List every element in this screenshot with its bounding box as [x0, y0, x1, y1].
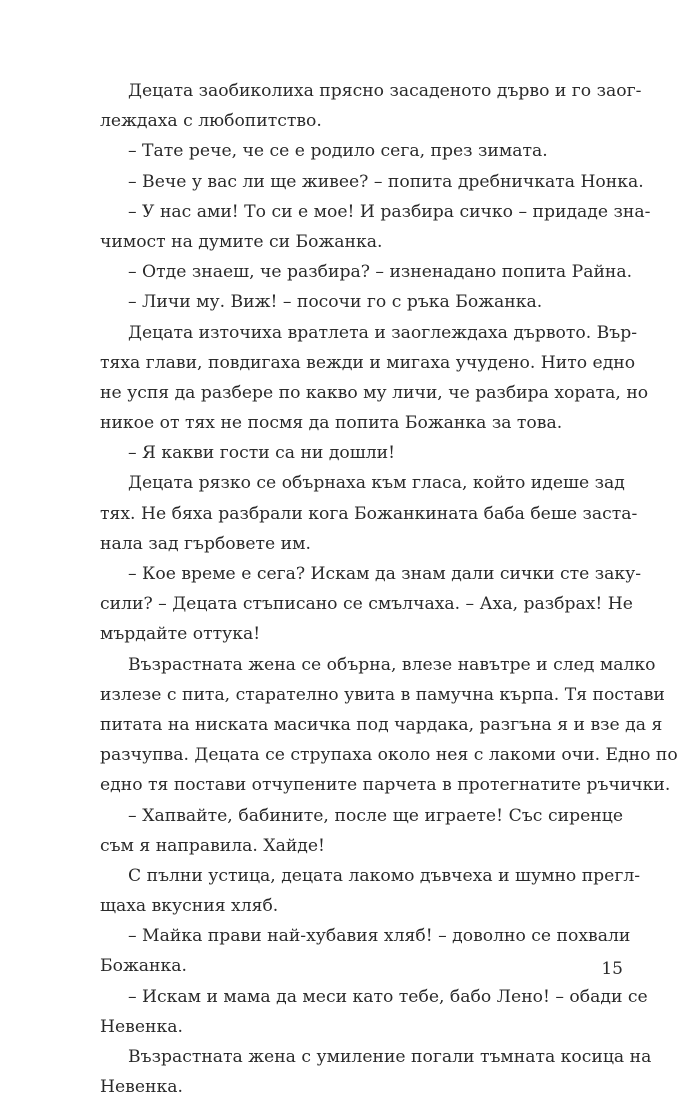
text-line: – Личи му. Виж! – посочи го с ръка Божанка. — [128, 292, 543, 313]
text-line: сили? – Децата стъписано се смълчаха. – Аха, разбрах! Не — [100, 594, 633, 615]
text-line: мърдайте оттука! — [100, 624, 261, 645]
text-line: – Отде знаеш, че разбира? – изненадано попита Райна. — [128, 262, 633, 283]
text-line: Божанка. — [100, 956, 187, 977]
text-line: Възрастната жена се обърна, влезе навътре и след малко — [128, 654, 656, 675]
page-number: 15 — [601, 959, 623, 979]
text-line: – Искам и мама да меси като тебе, бабо Лено! – обади се — [128, 986, 648, 1007]
text-line: щаха вкусния хляб. — [100, 896, 279, 917]
text-line: Децата заобиколиха прясно засаденото дърво и го заог- — [128, 81, 642, 101]
text-line: разчупва. Децата се струпаха около нея с лакоми очи. Едно по — [100, 745, 678, 766]
text-line: чимост на думите си Божанка. — [100, 231, 383, 252]
text-line: питата на ниската масичка под чардака, разгъна я и взе да я — [100, 714, 663, 735]
text-line: – У нас ами! То си е мое! И разбира сичко – придаде зна- — [128, 201, 651, 222]
text-line: не успя да разбере по какво му личи, че разбира хората, но — [100, 382, 649, 403]
text-line: едно тя постави отчупените парчета в протегнатите ръчички. — [100, 775, 671, 796]
text-line: Невенка. — [100, 1016, 183, 1037]
text-line: леждаха с любопитство. — [100, 111, 322, 132]
text-line: – Я какви гости са ни дошли! — [128, 443, 396, 464]
text-line: излезе с пита, старателно увита в памучна кърпа. Тя постави — [100, 684, 665, 705]
text-line: – Вече у вас ли ще живее? – попита дребничката Нонка. — [128, 171, 644, 192]
text-line: – Хапвайте, бабините, после ще играете! Със сиренце — [128, 805, 623, 826]
text-line: – Тате рече, че се е родило сега, през зимата. — [128, 141, 548, 162]
text-line: никое от тях не посмя да попита Божанка за това. — [100, 413, 563, 434]
text-line: Децата източиха вратлета и заоглеждаха дървото. Вър- — [128, 322, 638, 343]
text-line: тяха глави, повдигаха вежди и мигаха учудено. Нито едно — [100, 352, 636, 373]
text-line: тях. Не бяха разбрали кога Божанкината баба беше заста- — [100, 503, 638, 524]
text-line: – Майка прави най-хубавия хляб! – доволно се похвали — [128, 926, 631, 947]
text-line: С пълни устица, децата лакомо дъвчеха и шумно прегл- — [128, 865, 641, 886]
text-line: съм я направила. Хайде! — [100, 835, 325, 856]
body-text — [100, 76, 678, 1102]
text-line: Невенка. — [100, 1077, 183, 1098]
text-line: – Кое време е сега? Искам да знам дали сички сте заку- — [128, 564, 642, 584]
text-line: нала зад гърбовете им. — [100, 533, 311, 554]
text-line: Възрастната жена с умиление погали тъмната косица на — [128, 1047, 652, 1067]
text-line: Децата рязко се обърнаха към гласа, който идеше зад — [128, 473, 625, 494]
